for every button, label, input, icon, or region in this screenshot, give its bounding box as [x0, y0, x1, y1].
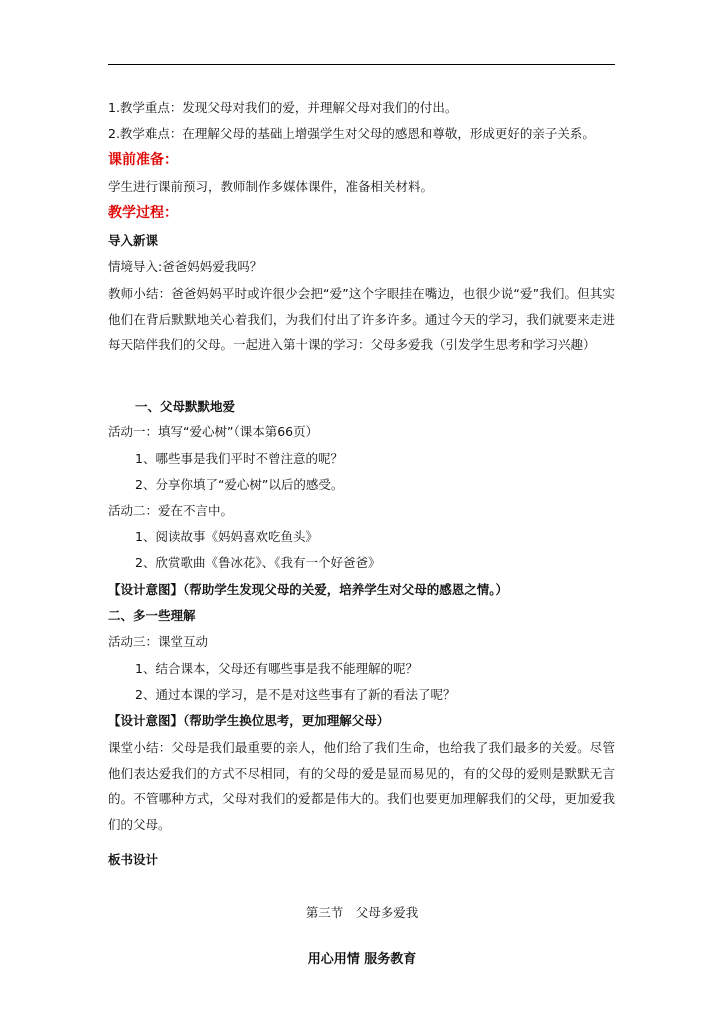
class-summary: 课堂小结：父母是我们最重要的亲人，他们给了我们生命，也给我了我们最多的关爱。尽管他们表达爱我们的方式不尽相同，有的父母的爱是显而易见的，有的父母的爱则是默默无言的。不管哪种方式，父母对我们的爱都是伟大的。我们也要更加理解我们的父母，更加爱我们的父母。: [108, 740, 615, 832]
board-title: 第三节 父母多爱我: [305, 905, 419, 920]
intro-question: 情境导入:爸爸妈妈爱我吗？: [108, 259, 263, 274]
prep-heading: 课前准备：: [108, 152, 178, 168]
process-heading: 教学过程：: [108, 205, 178, 221]
intro-summary: 教师小结：爸爸妈妈平时或许很少会把“爱”这个字眼挂在嘴边，也很少说“爱”我们。但其实他们在背后默默地关心着我们，为我们付出了许多许多。通过今天的学习，我们就要来走进每天陪伴我们的父母。一起进入第十课的学习：父母多爱我（引发学生思考和学习兴趣）: [108, 286, 615, 352]
design-intent-1: 【设计意图】（帮助学生发现父母的关爱，培养学生对父母的感恩之情。）: [108, 582, 509, 597]
design-intent-2: 【设计意图】（帮助学生换位思考，更加理解父母）: [108, 713, 390, 728]
activity2: 活动二：爱在不言中。: [108, 503, 234, 518]
activity3: 活动三：课堂互动: [108, 634, 209, 649]
board-design-heading: 板书设计: [108, 852, 159, 867]
teaching-focus: 1.教学重点：发现父母对我们的爱，并理解父母对我们的付出。: [108, 100, 458, 115]
activity1: 活动一：填写“爱心树”（课本第66页）: [108, 424, 319, 439]
activity3-q2: 2、通过本课的学习，是不是对这些事有了新的看法了呢？: [135, 687, 456, 702]
activity2-item2: 2、欣赏歌曲《鲁冰花》、《我有一个好爸爸》: [135, 555, 381, 570]
footer-slogan: 用心用情 服务教育: [307, 952, 417, 967]
activity1-q2: 2、分享你填了“爱心树”以后的感受。: [135, 477, 344, 492]
header-rule: [108, 64, 615, 65]
intro-heading: 导入新课: [108, 233, 159, 248]
activity1-q1: 1、哪些事是我们平时不曾注意的呢？: [135, 451, 343, 466]
activity2-item1: 1、阅读故事《妈妈喜欢吃鱼头》: [135, 529, 318, 544]
teaching-difficulty: 2.教学难点：在理解父母的基础上增强学生对父母的感恩和尊敬，形成更好的亲子关系。: [108, 126, 595, 141]
activity3-q1: 1、结合课本，父母还有哪些事是我不能理解的呢？: [135, 661, 418, 676]
section1-heading: 一、父母默默地爱: [135, 399, 236, 414]
section2-heading: 二、多一些理解: [108, 608, 196, 623]
prep-text: 学生进行课前预习，教师制作多媒体课件，准备相关材料。: [108, 179, 434, 194]
